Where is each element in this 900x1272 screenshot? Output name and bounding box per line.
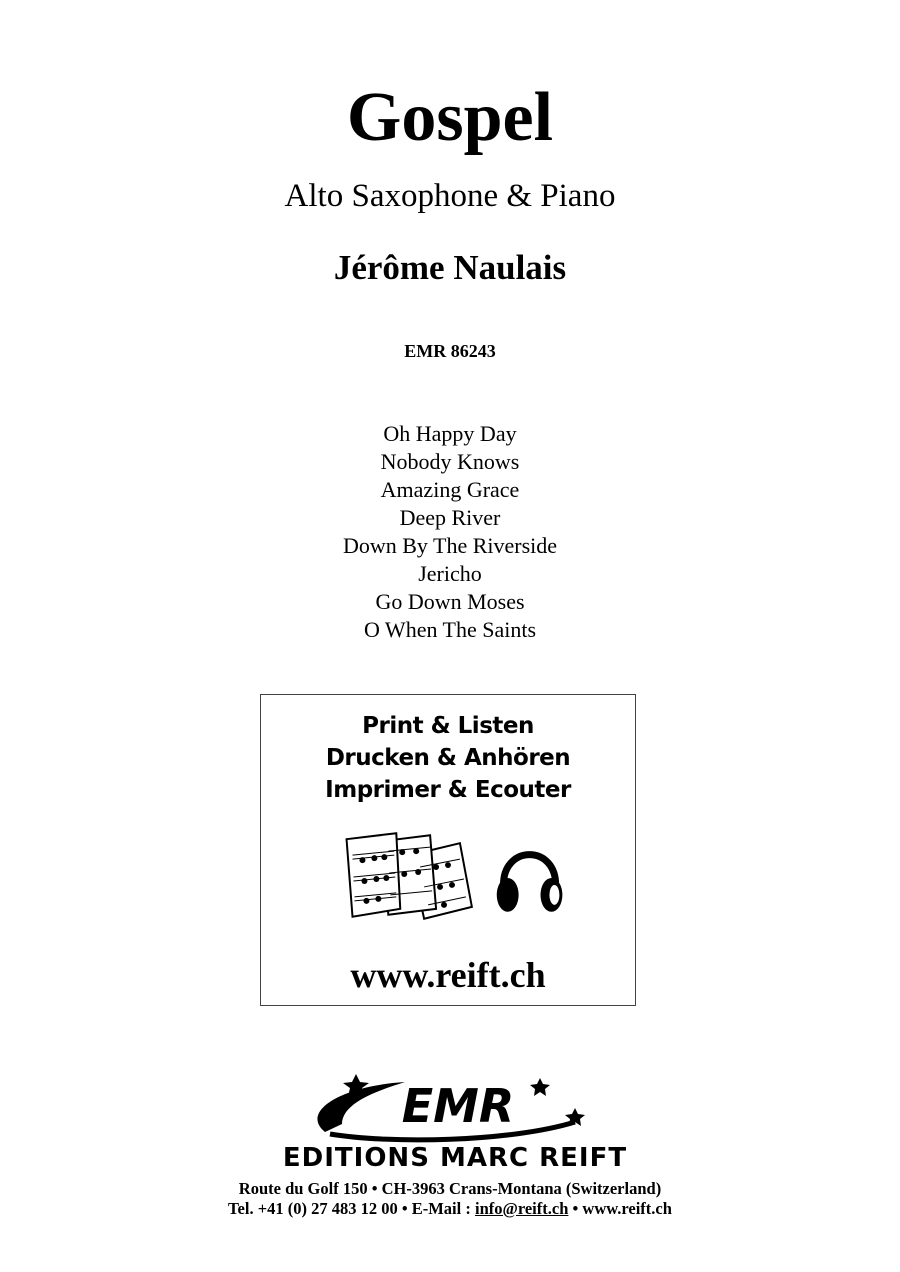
catalog-number: EMR 86243 xyxy=(404,341,496,361)
logo-emr-text: EMR xyxy=(401,1079,515,1133)
list-item: Deep River xyxy=(399,505,501,530)
list-item: O When The Saints xyxy=(363,617,537,642)
website-link[interactable]: • www.reift.ch xyxy=(572,1199,672,1218)
page-title: Gospel xyxy=(346,79,554,156)
list-item: Oh Happy Day xyxy=(383,421,517,446)
list-item: Go Down Moses xyxy=(375,589,525,614)
publisher-address: Route du Golf 150 • CH-3963 Crans-Montana (Switzerland) xyxy=(238,1179,662,1198)
list-item: Down By The Riverside xyxy=(342,533,558,558)
publisher-logo xyxy=(230,1072,680,1172)
list-item: Amazing Grace xyxy=(380,477,520,502)
publisher-contact xyxy=(0,1198,900,1220)
print-listen-box xyxy=(260,694,636,1006)
sheet-music-icon xyxy=(347,833,472,919)
instrumentation-subtitle: Alto Saxophone & Piano xyxy=(284,178,616,214)
email-link[interactable]: info@reift.ch xyxy=(474,1199,569,1218)
publisher-name: EDITIONS MARC REIFT xyxy=(282,1143,628,1172)
promo-icons xyxy=(261,825,635,925)
promo-line-english: Print & Listen xyxy=(362,713,534,739)
list-item: Nobody Knows xyxy=(380,449,520,474)
promo-website[interactable]: www.reift.ch xyxy=(350,955,546,995)
headphones-icon xyxy=(497,855,563,912)
emr-logo-mark xyxy=(317,1074,585,1140)
composer-name: Jérôme Naulais xyxy=(333,248,567,287)
song-list xyxy=(0,420,900,644)
list-item: Jericho xyxy=(418,561,482,586)
promo-line-german: Drucken & Anhören xyxy=(325,745,571,771)
publisher-phone: Tel. +41 (0) 27 483 12 00 • E-Mail : xyxy=(228,1199,471,1218)
promo-line-french: Imprimer & Ecouter xyxy=(325,777,571,803)
